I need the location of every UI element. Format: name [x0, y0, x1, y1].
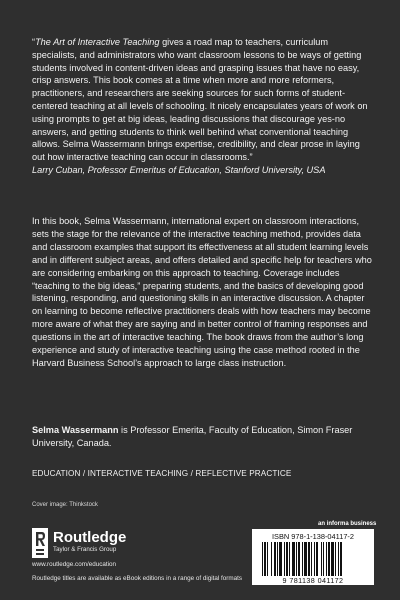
publisher-name: Routledge: [53, 529, 127, 546]
book-description: In this book, Selma Wassermann, international expert on classroom interactions, sets the stage for the relevance of the interactive teaching method, provides data and classroom examples that support its effectiveness at all student learning levels and in different subject areas, and offers detailed and specific help for teachers who are considering embarking on this approach to teaching. Coverage includes “teaching to the big ideas,” preparing students, and the basics of developing good listening, responding, and questioning skills in an interactive discussion. A chapter on learning to become reflective practitioners deals with how teachers may become more aware of what they are saying and in better control of framing responses and questions in the art of interactive teaching. The book draws from the author’s long experience and study of interactive teaching using the case method rooted in the Harvard Business School’s approach to large class instruction.: [32, 216, 372, 368]
publisher-tagline: Taylor & Francis Group: [53, 546, 117, 553]
author-bio: [32, 424, 372, 450]
subject-categories: EDUCATION / INTERACTIVE TEACHING / REFLECTIVE PRACTICE: [32, 469, 292, 478]
barcode-digits: 9 781138 041172: [282, 576, 344, 585]
cover-image-credit: Cover image: Thinkstock: [32, 502, 98, 508]
informa-tag: an informa business: [318, 521, 377, 527]
author-bio-text: is Professor Emerita, Faculty of Education, Simon Fraser University, Canada.: [32, 425, 353, 448]
publisher-block: [32, 528, 243, 588]
quote-text: gives a road map to teachers, curriculum specialists, and administrators who want classroom lessons to be ways of getting students involved in content-driven ideas and grasping issues that have no easy, crisp answers. This book comes at a time when more and more reformers, practitioners, and researchers are seeking sources for such forms of student-centered teaching at all levels of schooling. It nicely encapsulates years of work on using prompts to get at big ideas, leading discussions that discourage yes-no answers, and getting students to think well behind what conventional teaching allows. Selma Wassermann brings expertise, credibility, and clear prose in laying out how interactive teaching can occur in classrooms.”: [32, 37, 368, 163]
barcode-icon: [262, 542, 366, 576]
isbn-label: ISBN 978-1-138-04117-2: [271, 532, 355, 541]
ebook-note: Routledge titles are available as eBook editions in a range of digital formats: [32, 575, 243, 582]
routledge-logo-icon: [32, 528, 48, 558]
author-name: Selma Wassermann: [32, 425, 119, 435]
publisher-website: www.routledge.com/education: [32, 561, 117, 568]
book-title-italic: The Art of Interactive Teaching: [35, 37, 160, 47]
endorsement-quote: “The Art of Interactive Teaching gives a road map to teachers, curriculum specialists, and administrators who want classroom lessons to be ways of getting students involved in content-driven ideas and grasping issues that have no easy, crisp answers. This book comes at a time when more and more reformers, practitioners, and researchers are seeking sources for such forms of student-centered teaching at all levels of schooling. It nicely encapsulates years of work on using prompts to get at big ideas, leading discussions that discourage yes-no answers, and getting students to think well behind what conventional teaching allows. Selma Wassermann brings expertise, credibility, and clear prose in laying out how interactive teaching can occur in classrooms.” Larry Cuban, Professor Emeritus of Education, Stanford University, USA: [32, 36, 372, 177]
quote-attribution: Larry Cuban, Professor Emeritus of Education, Stanford University, USA: [32, 164, 326, 175]
barcode-panel: [252, 529, 374, 585]
